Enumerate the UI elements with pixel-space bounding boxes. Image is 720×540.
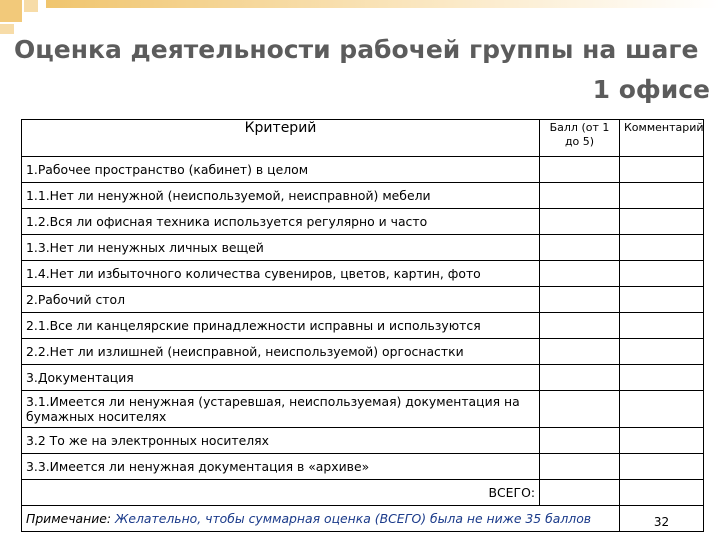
criterion-text: 3.3.Имеется ли ненужная документация в «архиве» bbox=[22, 454, 540, 480]
note-label: Примечание: bbox=[26, 511, 112, 526]
note-cell bbox=[22, 506, 620, 532]
score-cell[interactable] bbox=[540, 183, 620, 209]
table-row bbox=[22, 261, 704, 287]
score-cell[interactable] bbox=[540, 454, 620, 480]
comment-cell[interactable] bbox=[620, 454, 704, 480]
comment-cell[interactable] bbox=[620, 339, 704, 365]
comment-cell[interactable] bbox=[620, 287, 704, 313]
score-cell[interactable] bbox=[540, 209, 620, 235]
comment-cell[interactable] bbox=[620, 157, 704, 183]
decor-square-small-2 bbox=[0, 24, 14, 34]
comment-cell[interactable] bbox=[620, 428, 704, 454]
note-row bbox=[22, 506, 704, 532]
title-line-2: 1 офисе bbox=[592, 75, 710, 104]
table-row bbox=[22, 235, 704, 261]
criterion-text: 3.1.Имеется ли ненужная (устаревшая, неиспользуемая) документация на бумажных носителях bbox=[22, 391, 540, 428]
score-cell[interactable] bbox=[540, 428, 620, 454]
score-cell[interactable] bbox=[540, 339, 620, 365]
header-criterion: Критерий bbox=[22, 120, 540, 157]
criterion-text: 1.2.Вся ли офисная техника используется регулярно и часто bbox=[22, 209, 540, 235]
table-row bbox=[22, 339, 704, 365]
score-cell[interactable] bbox=[540, 235, 620, 261]
table-row bbox=[22, 183, 704, 209]
score-cell[interactable] bbox=[540, 157, 620, 183]
comment-cell[interactable] bbox=[620, 235, 704, 261]
comment-cell[interactable] bbox=[620, 261, 704, 287]
slide-title bbox=[14, 30, 710, 110]
criterion-text: 1.1.Нет ли ненужной (неиспользуемой, неисправной) мебели bbox=[22, 183, 540, 209]
criterion-text: 1.3.Нет ли ненужных личных вещей bbox=[22, 235, 540, 261]
evaluation-table bbox=[21, 119, 704, 532]
table-row bbox=[22, 454, 704, 480]
score-cell[interactable] bbox=[540, 287, 620, 313]
header-comment: Комментарий bbox=[620, 120, 704, 157]
table-row bbox=[22, 287, 704, 313]
criterion-text: 2.2.Нет ли излишней (неисправной, неиспользуемой) оргоснастки bbox=[22, 339, 540, 365]
total-score-cell[interactable] bbox=[540, 480, 620, 506]
page-number: 32 bbox=[620, 506, 704, 532]
decor-top-bar bbox=[46, 0, 720, 8]
table-row bbox=[22, 157, 704, 183]
header-score: Балл (от 1 до 5) bbox=[540, 120, 620, 157]
table-row bbox=[22, 428, 704, 454]
table-row bbox=[22, 365, 704, 391]
criterion-text: 3.2 То же на электронных носителях bbox=[22, 428, 540, 454]
comment-cell[interactable] bbox=[620, 313, 704, 339]
criterion-text: 1.4.Нет ли избыточного количества сувениров, цветов, картин, фото bbox=[22, 261, 540, 287]
note-text: Желательно, чтобы суммарная оценка (ВСЕГО) была не ниже 35 баллов bbox=[115, 511, 592, 526]
title-line-1: Оценка деятельности рабочей группы на шаге bbox=[14, 35, 699, 64]
comment-cell[interactable] bbox=[620, 365, 704, 391]
score-cell[interactable] bbox=[540, 391, 620, 428]
criterion-text: 2.1.Все ли канцелярские принадлежности исправны и используются bbox=[22, 313, 540, 339]
total-comment-cell[interactable] bbox=[620, 480, 704, 506]
decor-square-small bbox=[24, 0, 38, 12]
total-label: ВСЕГО: bbox=[22, 480, 540, 506]
comment-cell[interactable] bbox=[620, 183, 704, 209]
section-title: 1.Рабочее пространство (кабинет) в целом bbox=[22, 157, 540, 183]
section-title: 2.Рабочий стол bbox=[22, 287, 540, 313]
table-header-row bbox=[22, 120, 704, 157]
total-row bbox=[22, 480, 704, 506]
score-cell[interactable] bbox=[540, 261, 620, 287]
section-title: 3.Документация bbox=[22, 365, 540, 391]
table-row bbox=[22, 209, 704, 235]
comment-cell[interactable] bbox=[620, 209, 704, 235]
table-row bbox=[22, 313, 704, 339]
table-row bbox=[22, 391, 704, 428]
comment-cell[interactable] bbox=[620, 391, 704, 428]
decor-square-large bbox=[0, 0, 22, 22]
score-cell[interactable] bbox=[540, 313, 620, 339]
score-cell[interactable] bbox=[540, 365, 620, 391]
